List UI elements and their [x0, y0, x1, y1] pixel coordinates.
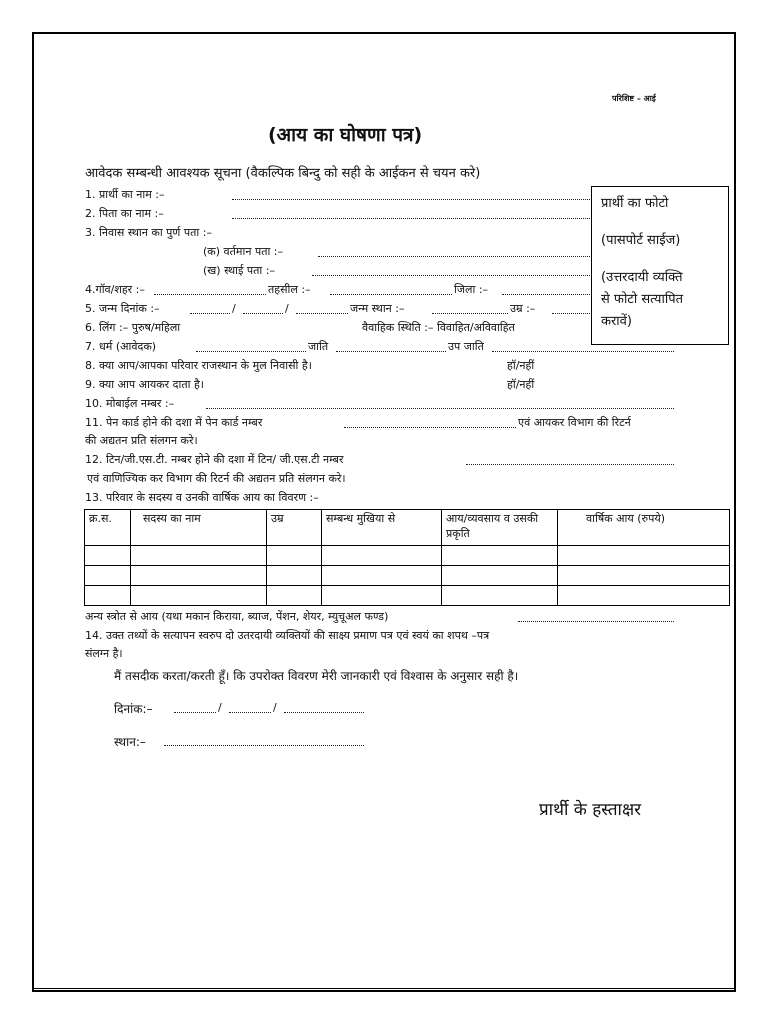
photo-label-5: करावें)	[601, 314, 632, 329]
field-pan-copy: की अद्यतन प्रति संलगन करे।	[85, 434, 198, 447]
field-verification: 14. उक्त तथ्यों के सत्यापन स्वरुप दो उतरदायी व्यक्तियों की साक्ष्य प्रमाण पत्र एवं स्वयं का शपथ –पत्र	[85, 629, 490, 642]
date-sep-2: /	[273, 701, 277, 714]
birthplace-line[interactable]	[432, 303, 508, 314]
date-day-line[interactable]	[174, 702, 216, 713]
field-permanent-address: (ख) स्थाई पता :–	[203, 264, 275, 277]
date-sep-1: /	[218, 701, 222, 714]
place-label: स्थान:–	[114, 735, 146, 749]
native-options[interactable]: हॉ/नहीं	[507, 359, 535, 372]
table-header-row	[85, 510, 730, 546]
field-dob: 5. जन्म दिनांक :–	[85, 302, 160, 315]
mobile-line[interactable]	[206, 398, 674, 409]
field-father-name: 2. पिता का नाम :–	[85, 207, 164, 220]
field-other-income: अन्य स्त्रोत से आय (यथा मकान किराया, ब्याज, पेंशन, शेयर, म्युचूअल फण्ड)	[85, 610, 389, 623]
photo-label-4: से फोटो सत्यापित	[601, 292, 683, 307]
field-pan: 11. पेन कार्ड होने की दशा में पेन कार्ड नम्बर	[85, 416, 263, 429]
place-line[interactable]	[164, 735, 364, 746]
col-serial: क्र.स.	[85, 510, 131, 546]
field-birthplace: जन्म स्थान :–	[350, 302, 405, 315]
field-village: 4.गॉव/शहर :–	[85, 283, 145, 296]
dob-sep-1: /	[232, 302, 236, 315]
pan-line[interactable]	[344, 417, 516, 428]
date-month-line[interactable]	[229, 702, 271, 713]
tehsil-line[interactable]	[330, 284, 452, 295]
subcaste-line[interactable]	[492, 341, 674, 352]
current-address-line[interactable]	[318, 246, 590, 257]
signature-label: प्रार्थी के हस्ताक्षर	[539, 800, 642, 820]
date-year-line[interactable]	[284, 702, 364, 713]
intro-text: आवेदक सम्बन्धी आवश्यक सूचना (वैकल्पिक बिन्दु को सही के आईकन से चयन करे)	[85, 166, 481, 181]
permanent-address-line[interactable]	[312, 265, 590, 276]
col-relation: सम्बन्ध मुखिया से	[322, 510, 442, 546]
field-marital-status[interactable]: वैवाहिक स्थिति :– विवाहित/अविवाहित	[362, 321, 515, 334]
field-native: 8. क्या आप/आपका परिवार राजस्थान के मुल निवासी है।	[85, 359, 312, 372]
photo-label-1: प्रार्थी का फोटो	[601, 196, 669, 211]
field-caste: जाति	[308, 340, 329, 353]
table-row[interactable]	[85, 566, 730, 586]
col-occupation: आय/व्यवसाय व उसकी प्रकृति	[442, 510, 558, 546]
field-pan-return: एवं आयकर विभाग की रिटर्न	[518, 416, 631, 429]
field-family-income: 13. परिवार के सदस्य व उनकी वार्षिक आय का विवरण :–	[85, 491, 319, 504]
photo-box	[591, 186, 729, 345]
table-row[interactable]	[85, 546, 730, 566]
field-verification-2: संलग्न है।	[85, 647, 123, 660]
col-member-name: सदस्य का नाम	[131, 510, 267, 546]
field-mobile: 10. मोबाईल नम्बर :–	[85, 397, 175, 410]
page-title: (आय का घोषणा पत्र)	[268, 124, 423, 146]
appendix-label: परिशिष्ट – आई	[612, 94, 656, 103]
taxpayer-options[interactable]: हॉ/नहीं	[507, 378, 535, 391]
field-gst: 12. टिन/जी.एस.टी. नम्बर होने की दशा में टिन/ जी.एस.टी नम्बर	[85, 453, 344, 466]
declaration-text: मैं तसदीक करता/करती हूँ। कि उपरोक्त विवरण मेरी जानकारी एवं विश्वास के अनुसार सही है।	[114, 669, 519, 683]
field-gender[interactable]: 6. लिंग :– पुरुष/महिला	[85, 321, 181, 334]
dob-day-line[interactable]	[190, 303, 230, 314]
field-label: 1. प्रार्थी का नाम :–	[85, 188, 165, 201]
col-age: उम्र	[267, 510, 322, 546]
dob-sep-2: /	[285, 302, 289, 315]
field-taxpayer: 9. क्या आप आयकर दाता है।	[85, 378, 204, 391]
family-income-table	[84, 509, 730, 606]
field-tehsil: तहसील :–	[268, 283, 311, 296]
col-annual-income: वार्षिक आय (रुपये)	[558, 510, 730, 546]
village-line[interactable]	[154, 284, 266, 295]
caste-line[interactable]	[336, 341, 446, 352]
date-label: दिनांक:–	[114, 702, 153, 716]
dob-month-line[interactable]	[243, 303, 283, 314]
field-district: जिला :–	[454, 283, 489, 296]
district-line[interactable]	[502, 284, 590, 295]
applicant-name-line[interactable]	[232, 189, 590, 200]
dob-year-line[interactable]	[296, 303, 348, 314]
field-gst-return: एवं वाणिज्यिक कर विभाग की रिटर्न की अद्यतन प्रति संलगन करे।	[87, 472, 346, 485]
field-religion: 7. धर्म (आवेदक)	[85, 340, 157, 353]
age-line[interactable]	[552, 303, 590, 314]
other-income-line[interactable]	[518, 611, 674, 622]
table-row[interactable]	[85, 586, 730, 606]
religion-line[interactable]	[196, 341, 306, 352]
field-subcaste: उप जाति	[448, 340, 484, 353]
field-age: उम्र :–	[510, 302, 536, 315]
father-name-line[interactable]	[232, 208, 590, 219]
field-applicant-name[interactable]	[85, 188, 165, 201]
photo-label-2: (पासपोर्ट साईज)	[601, 233, 681, 248]
photo-label-3: (उत्तरदायी व्यक्ति	[601, 270, 683, 285]
field-address: 3. निवास स्थान का पुर्ण पता :–	[85, 226, 212, 239]
field-current-address: (क) वर्तमान पता :–	[203, 245, 284, 258]
page-border-inner	[34, 988, 736, 989]
gst-line[interactable]	[466, 454, 674, 465]
